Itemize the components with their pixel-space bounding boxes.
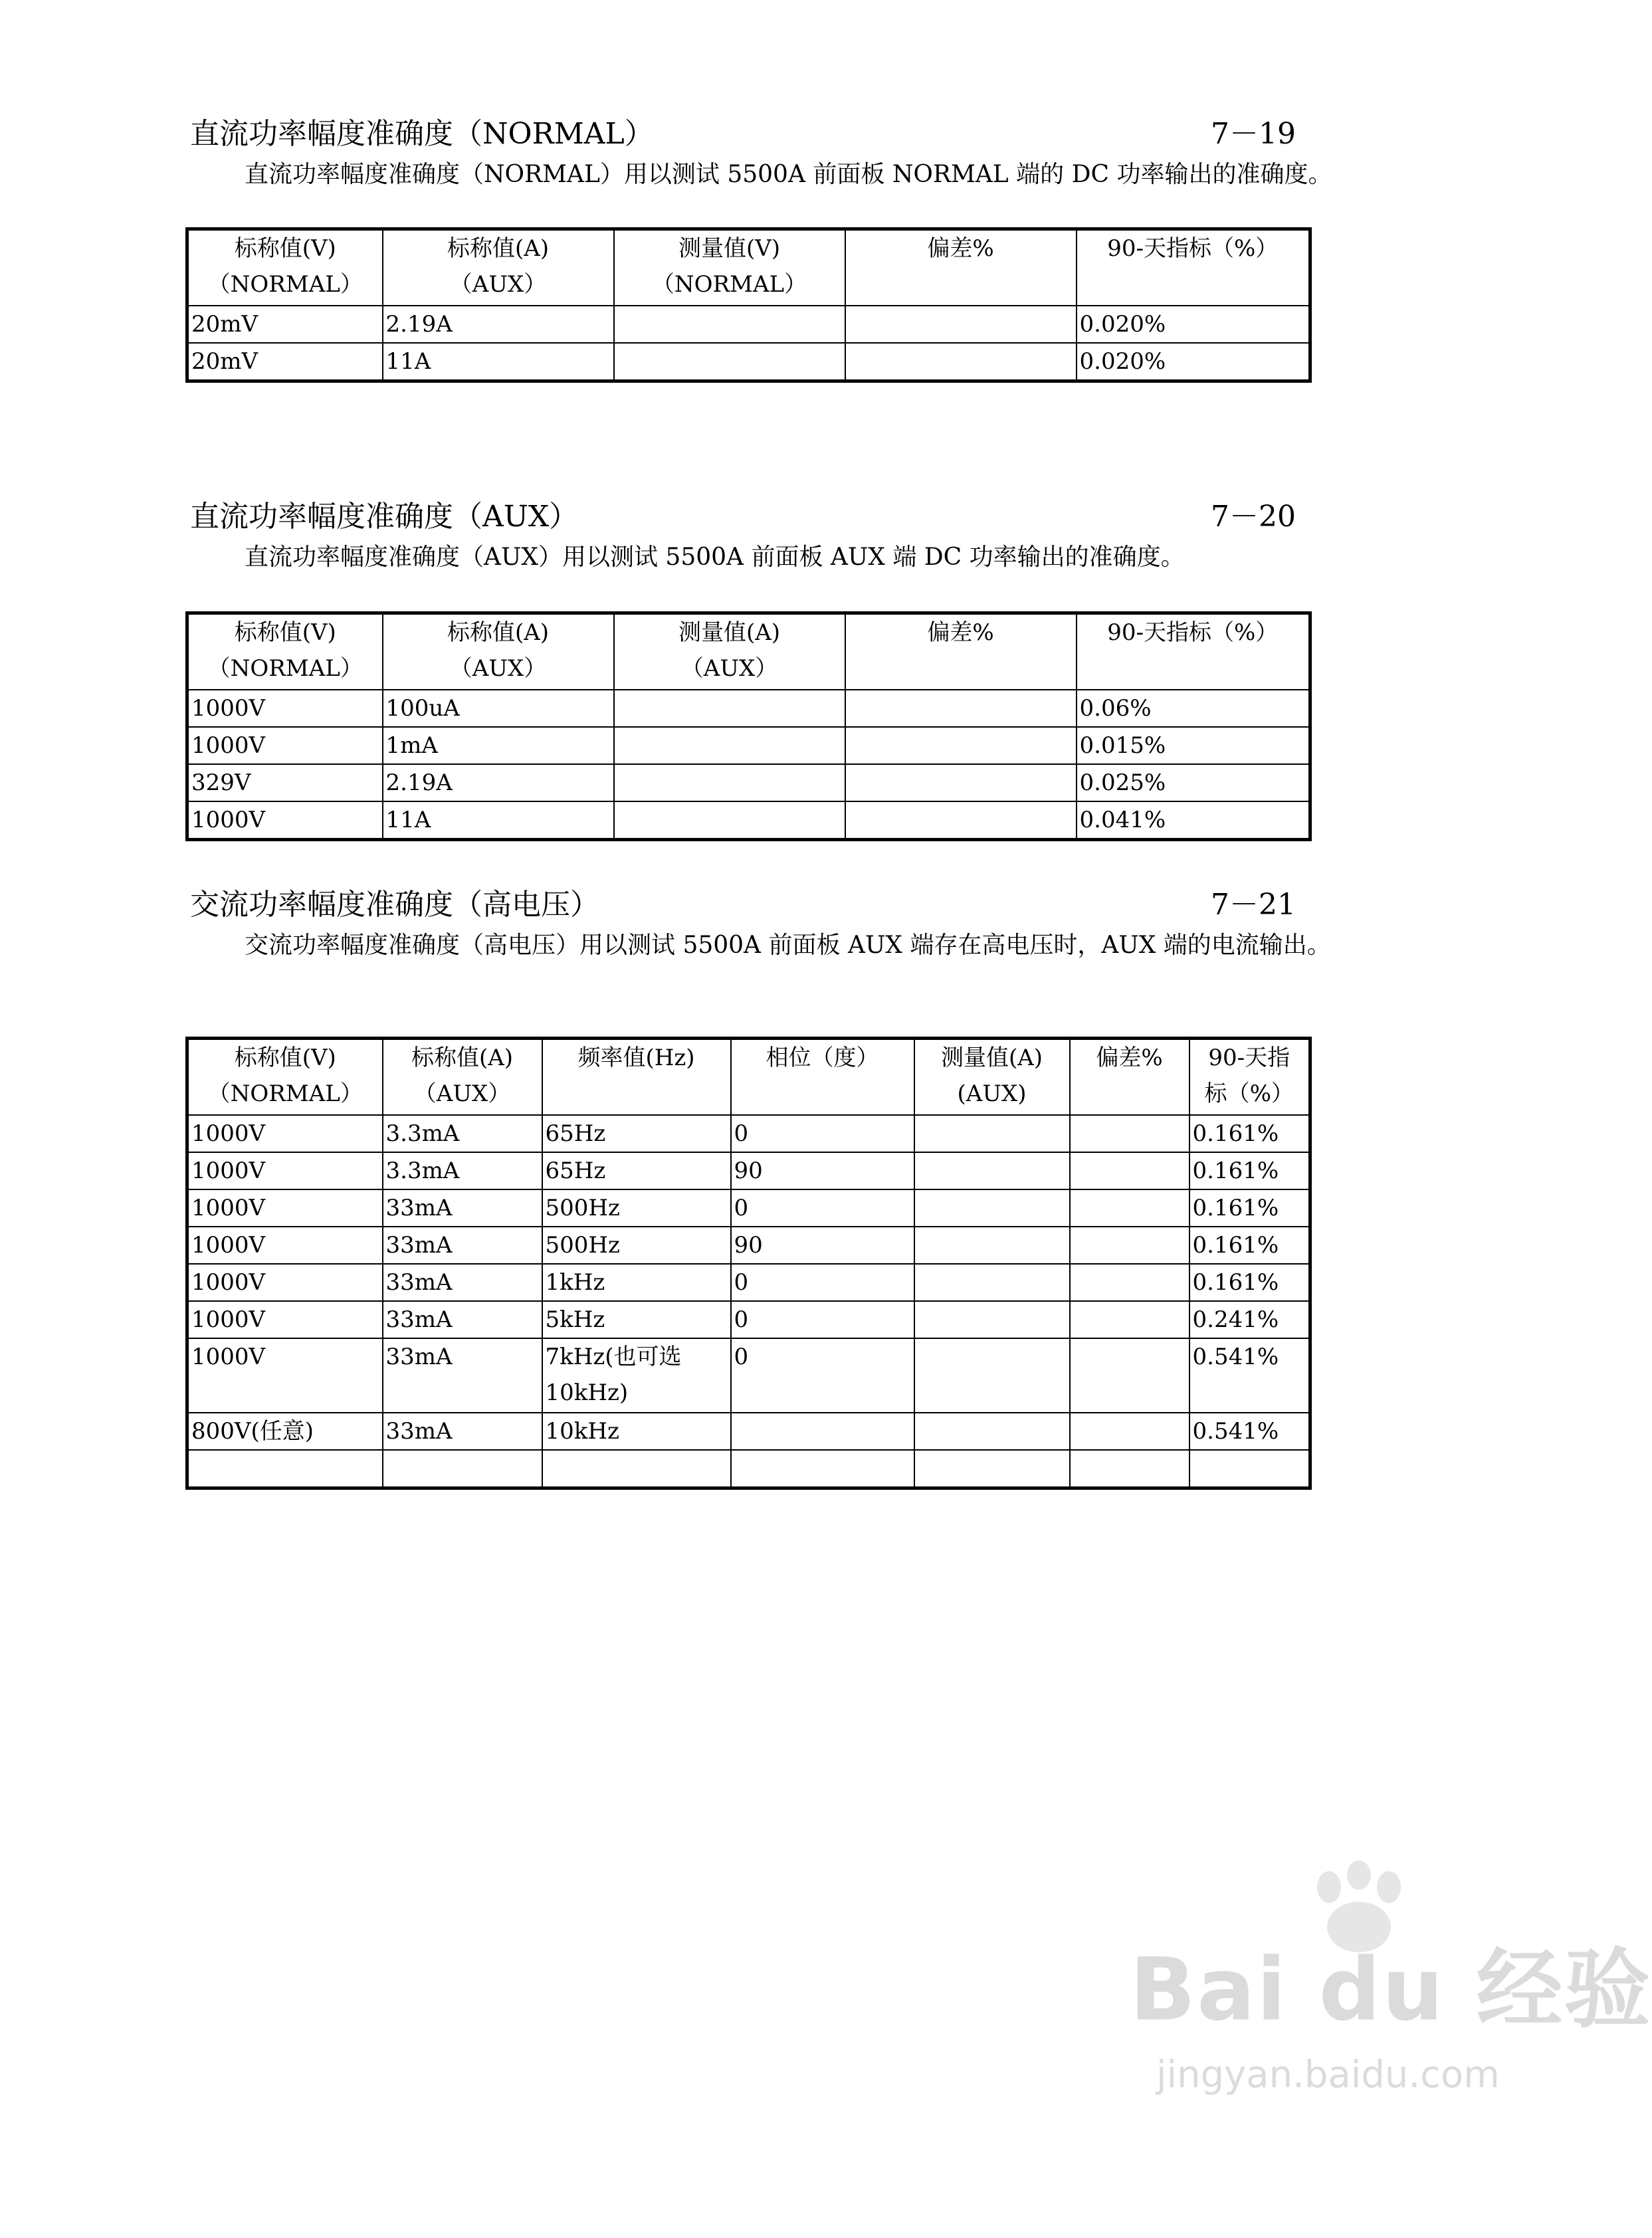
table-row <box>187 801 1310 840</box>
header-cell <box>187 229 383 306</box>
table-cell <box>914 1413 1070 1450</box>
table-cell: 0.161% <box>1189 1115 1310 1152</box>
table-cell: 33mA <box>383 1301 542 1338</box>
table-cell: 1000V <box>187 1152 383 1189</box>
header-line: 偏差% <box>927 235 994 262</box>
header-cell <box>1189 1039 1310 1116</box>
table-cell <box>1189 1450 1310 1488</box>
section-dc-power-normal <box>187 114 1332 194</box>
table-cell: 20mV <box>187 306 383 343</box>
table-cell: 65Hz <box>542 1115 731 1152</box>
table-cell: 1mA <box>383 727 614 764</box>
table-cell: 0.161% <box>1189 1152 1310 1189</box>
table-cell <box>383 1450 542 1488</box>
header-cell <box>187 613 383 690</box>
table-cell: 0 <box>731 1115 914 1152</box>
section-description: 直流功率幅度准确度（NORMAL）用以测试 5500A 前面板 NORMAL 端的 DC 功率输出的准确度。 <box>245 161 1332 188</box>
table-cell <box>914 1338 1070 1413</box>
header-line: （AUX） <box>449 655 547 682</box>
baidu-jingyan-watermark <box>1130 1847 1652 2140</box>
table-cell <box>614 306 845 343</box>
table-row <box>187 1227 1310 1264</box>
header-line: 90-天指标（%） <box>1107 619 1279 646</box>
table-cell: 0.015% <box>1077 727 1310 764</box>
table-cell <box>845 343 1077 381</box>
header-line: 测量值(A) <box>940 1045 1043 1071</box>
table-cell: 1000V <box>187 1115 383 1152</box>
header-line: （NORMAL） <box>651 271 807 298</box>
table-row <box>187 1115 1310 1152</box>
table-cell <box>614 727 845 764</box>
watermark-url: jingyan.baidu.com <box>1156 2053 1500 2096</box>
table-cell: 100uA <box>383 690 614 727</box>
header-cell <box>383 229 614 306</box>
table-cell: 65Hz <box>542 1152 731 1189</box>
table-cell: 0 <box>731 1301 914 1338</box>
table-header-row <box>187 613 1310 690</box>
table-cell: 7kHz(也可选10kHz) <box>542 1338 731 1413</box>
table-cell: 1000V <box>187 727 383 764</box>
table-cell <box>914 1264 1070 1301</box>
header-line: 标称值(V) <box>234 235 336 262</box>
table-cell <box>1070 1450 1189 1488</box>
table-ac-power-high-voltage <box>185 1037 1312 1490</box>
table-cell: 2.19A <box>383 764 614 801</box>
table-cell <box>1070 1338 1189 1413</box>
table-cell: 20mV <box>187 343 383 381</box>
table-cell <box>914 1115 1070 1152</box>
table-cell: 0.041% <box>1077 801 1310 840</box>
header-line: （AUX） <box>413 1080 511 1107</box>
table-cell: 0.025% <box>1077 764 1310 801</box>
table-cell: 90 <box>731 1152 914 1189</box>
header-cell <box>1077 229 1310 306</box>
header-line: （NORMAL） <box>207 1080 363 1107</box>
table-cell <box>542 1450 731 1488</box>
table-header-row <box>187 229 1310 306</box>
table-cell <box>1070 1413 1189 1450</box>
table-cell: 33mA <box>383 1189 542 1227</box>
table-row <box>187 1450 1310 1488</box>
table-cell: 1000V <box>187 1227 383 1264</box>
table-cell: 0.541% <box>1189 1413 1310 1450</box>
table-cell: 3.3mA <box>383 1152 542 1189</box>
header-line: 频率值(Hz) <box>577 1045 695 1071</box>
table-cell <box>1070 1301 1189 1338</box>
table-cell: 33mA <box>383 1338 542 1413</box>
section-number: 7－21 <box>1211 888 1296 922</box>
header-cell <box>187 1039 383 1116</box>
header-line: 90-天指标（%） <box>1107 235 1279 262</box>
table-cell: 1000V <box>187 1301 383 1338</box>
table-cell: 0.020% <box>1077 343 1310 381</box>
section-title: 交流功率幅度准确度（高电压） <box>190 888 599 922</box>
header-line: （AUX） <box>449 271 547 298</box>
table-cell: 0 <box>731 1189 914 1227</box>
table-cell: 500Hz <box>542 1227 731 1264</box>
header-line: 标称值(A) <box>411 1045 514 1071</box>
table-row <box>187 1264 1310 1301</box>
table-cell: 11A <box>383 343 614 381</box>
table-cell: 0.161% <box>1189 1264 1310 1301</box>
table-cell <box>1070 1264 1189 1301</box>
section-description: 直流功率幅度准确度（AUX）用以测试 5500A 前面板 AUX 端 DC 功率输出的准确度。 <box>245 544 1185 571</box>
table-dc-power-normal <box>185 227 1312 383</box>
watermark-logo: Bai du 经验 <box>1130 1939 1652 2040</box>
header-cell <box>1077 613 1310 690</box>
header-cell <box>845 613 1077 690</box>
table-cell: 33mA <box>383 1413 542 1450</box>
table-cell: 800V(任意) <box>187 1413 383 1450</box>
table-row <box>187 1338 1310 1413</box>
header-line: 标称值(V) <box>234 619 336 646</box>
header-line: 偏差% <box>1096 1045 1163 1071</box>
table-cell <box>845 306 1077 343</box>
table-cell: 329V <box>187 764 383 801</box>
table-cell <box>845 690 1077 727</box>
header-cell <box>914 1039 1070 1116</box>
header-cell <box>614 613 845 690</box>
header-line: 测量值(A) <box>678 619 781 646</box>
table-cell <box>614 801 845 840</box>
table-cell: 1000V <box>187 1338 383 1413</box>
header-cell <box>731 1039 914 1116</box>
table-dc-power-aux <box>185 611 1312 841</box>
table-cell: 0.020% <box>1077 306 1310 343</box>
header-cell <box>383 613 614 690</box>
table-cell <box>1070 1227 1189 1264</box>
section-number: 7－19 <box>1211 117 1296 151</box>
table-cell: 1000V <box>187 801 383 840</box>
table-cell: 500Hz <box>542 1189 731 1227</box>
header-line: （AUX） <box>680 655 778 682</box>
table-cell <box>1070 1115 1189 1152</box>
table-row <box>187 1301 1310 1338</box>
table-cell <box>914 1189 1070 1227</box>
table-cell: 90 <box>731 1227 914 1264</box>
table-cell <box>1070 1152 1189 1189</box>
table-cell <box>1070 1189 1189 1227</box>
table-cell <box>614 764 845 801</box>
header-line: 标（%） <box>1204 1080 1294 1107</box>
table-cell <box>914 1152 1070 1189</box>
header-line: 偏差% <box>927 619 994 646</box>
table-header-row <box>187 1039 1310 1116</box>
table-row <box>187 764 1310 801</box>
header-line: 标称值(A) <box>447 619 550 646</box>
section-ac-power-high-voltage <box>187 885 1331 965</box>
section-title: 直流功率幅度准确度（NORMAL） <box>190 117 654 151</box>
table-cell: 0.541% <box>1189 1338 1310 1413</box>
table-cell: 1000V <box>187 1264 383 1301</box>
section-number: 7－20 <box>1211 500 1296 534</box>
header-cell <box>845 229 1077 306</box>
header-cell <box>383 1039 542 1116</box>
table-cell <box>614 343 845 381</box>
header-line: （NORMAL） <box>207 655 363 682</box>
table-row <box>187 727 1310 764</box>
table-row <box>187 1152 1310 1189</box>
table-cell <box>614 690 845 727</box>
header-line: 90-天指 <box>1208 1045 1291 1071</box>
section-dc-power-aux <box>187 497 1317 577</box>
header-line: (AUX) <box>957 1080 1027 1107</box>
table-cell <box>845 727 1077 764</box>
table-row <box>187 1189 1310 1227</box>
table-row <box>187 306 1310 343</box>
table-cell: 0.161% <box>1189 1189 1310 1227</box>
table-cell <box>731 1413 914 1450</box>
table-cell: 5kHz <box>542 1301 731 1338</box>
table-cell: 0 <box>731 1264 914 1301</box>
table-cell <box>914 1227 1070 1264</box>
section-title: 直流功率幅度准确度（AUX） <box>190 500 579 534</box>
table-cell: 3.3mA <box>383 1115 542 1152</box>
table-cell: 1000V <box>187 690 383 727</box>
section-header <box>187 885 1317 925</box>
table-row <box>187 1413 1310 1450</box>
table-row <box>187 690 1310 727</box>
table-cell: 0.06% <box>1077 690 1310 727</box>
table-cell <box>731 1450 914 1488</box>
section-header <box>187 114 1317 154</box>
table-cell <box>845 801 1077 840</box>
table-cell: 33mA <box>383 1264 542 1301</box>
header-cell <box>542 1039 731 1116</box>
table-cell: 33mA <box>383 1227 542 1264</box>
table-cell: 0.241% <box>1189 1301 1310 1338</box>
section-header <box>187 497 1317 537</box>
table-cell: 2.19A <box>383 306 614 343</box>
header-line: （NORMAL） <box>207 271 363 298</box>
header-line: 标称值(V) <box>234 1045 336 1071</box>
header-line: 相位（度） <box>766 1045 879 1071</box>
section-description: 交流功率幅度准确度（高电压）用以测试 5500A 前面板 AUX 端存在高电压时，AUX 端的电流输出。 <box>245 932 1331 959</box>
table-cell: 11A <box>383 801 614 840</box>
table-cell <box>914 1450 1070 1488</box>
header-cell <box>1070 1039 1189 1116</box>
table-cell <box>845 764 1077 801</box>
table-cell <box>914 1301 1070 1338</box>
header-line: 测量值(V) <box>678 235 781 262</box>
table-cell: 1000V <box>187 1189 383 1227</box>
header-cell <box>614 229 845 306</box>
table-cell: 0 <box>731 1338 914 1413</box>
table-cell: 0.161% <box>1189 1227 1310 1264</box>
table-cell: 10kHz <box>542 1413 731 1450</box>
table-cell: 1kHz <box>542 1264 731 1301</box>
table-cell <box>187 1450 383 1488</box>
header-line: 标称值(A) <box>447 235 550 262</box>
table-row <box>187 343 1310 381</box>
